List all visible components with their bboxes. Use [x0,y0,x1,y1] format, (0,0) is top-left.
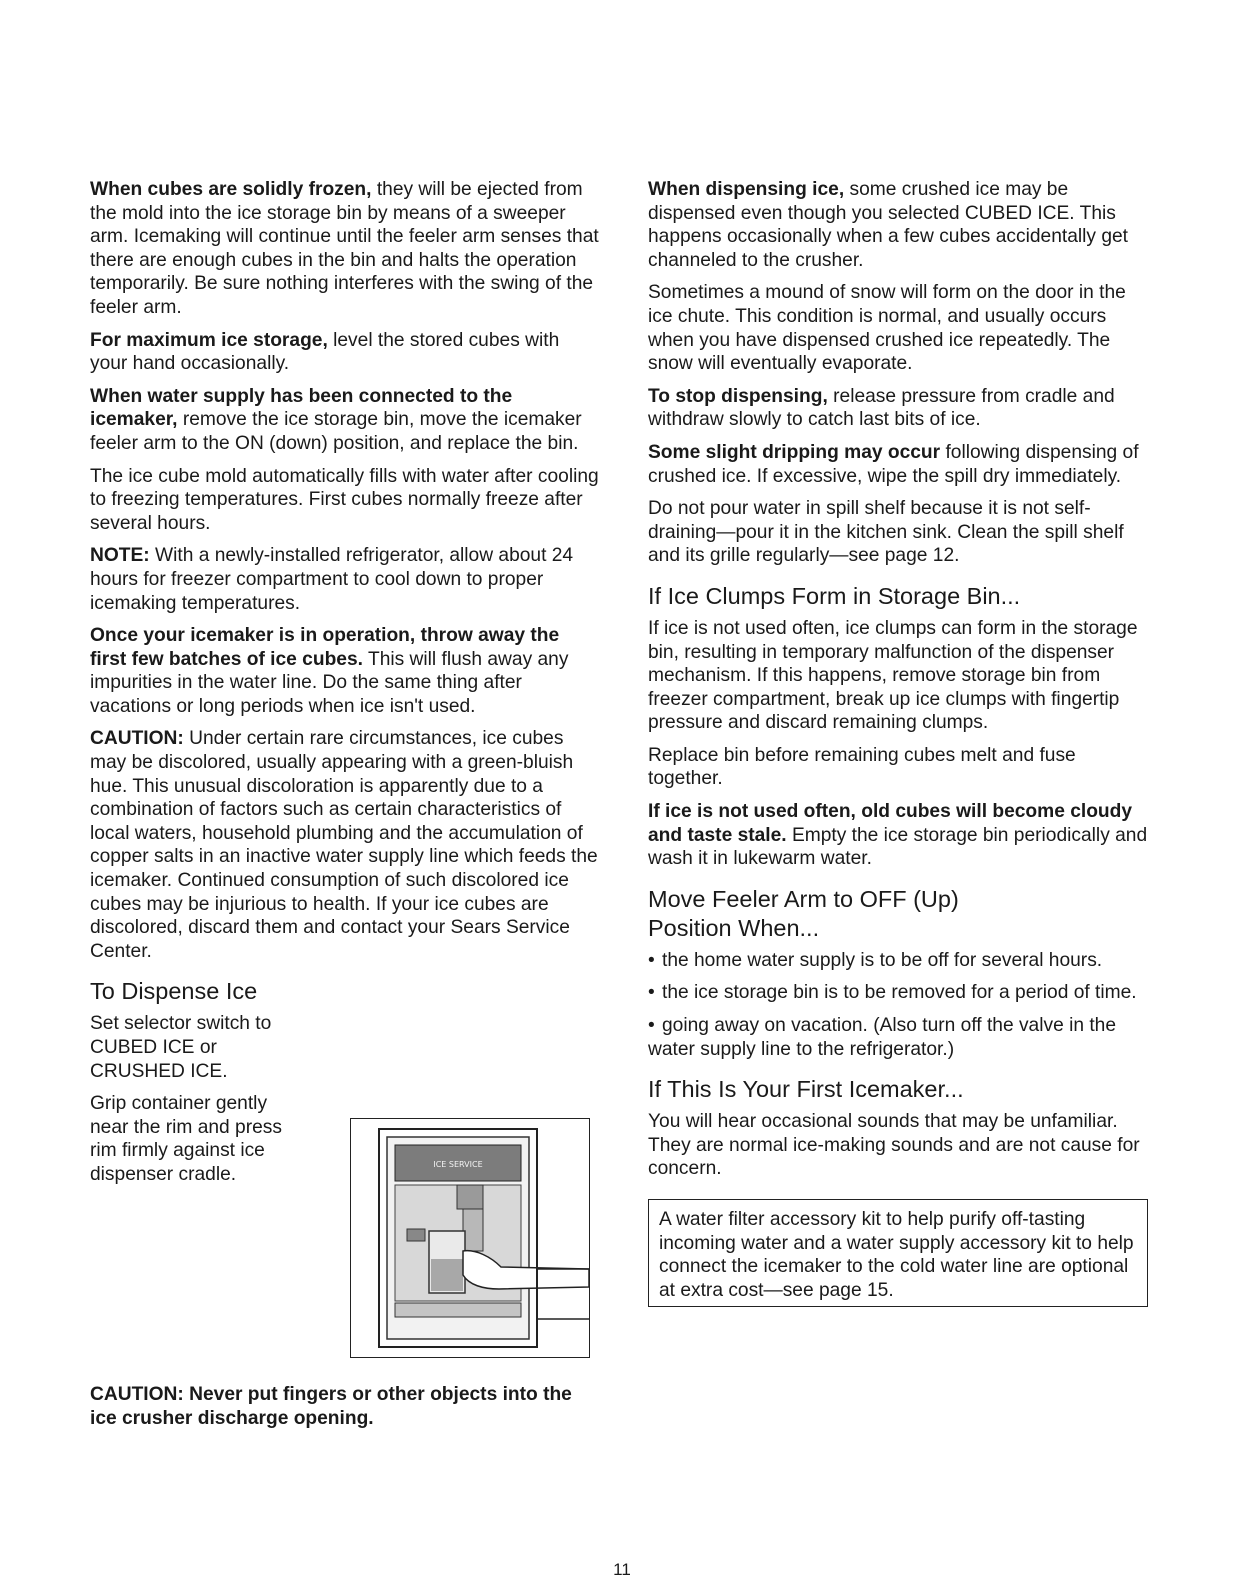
body-text: Under certain rare circumstances, ice cubes may be discolored, usually appearing with a green-bluish hue. This unusual discoloration is apparently due to a combination of factors such as certain characteristics of local waters, household plumbing and the accumulation of copper salts in an inactive water supply line which feeds the icemaker. Continued consumption of such discolored ice cubes may be injurious to health. If your ice cubes are discolored, discard them and contact your Sears Service Center. [90,728,598,962]
paragraph-stop-dispensing [648,385,1148,432]
paragraph-grip: Grip container gently near the rim and press rim firmly against ice dispenser cradle. [90,1093,282,1185]
dispense-instructions [90,1012,300,1186]
accessory-note-box: A water filter accessory kit to help purify off-tasting incoming water and a water supply accessory kit to help connect the icemaker to the cold water line are optional at extra cost—see page 15. [648,1199,1148,1307]
dispenser-illustration [350,1118,590,1358]
lead-text: When water supply has been connected to the icemaker, [90,385,513,431]
paragraph-cloudy-cubes [648,800,1148,871]
lead-text: CAUTION: [90,728,184,750]
list-item-text: the ice storage bin is to be removed for a period of time. [662,982,1137,1004]
paragraph-max-storage [90,329,600,376]
body-text: Empty the ice storage bin periodically and wash it in lukewarm water. [648,824,1148,870]
body-text: level the stored cubes with your hand occasionally. [90,329,560,375]
body-text: release pressure from cradle and withdraw slowly to catch last bits of ice. [648,385,1115,431]
bullet-icon: • [648,982,655,1004]
paragraph-snow: Sometimes a mound of snow will form on the door in the ice chute. This condition is normal, and usually occurs when you have dispensed crushed ice repeatedly. The snow will eventually evaporate. [648,282,1126,375]
paragraph-spill-shelf: Do not pour water in spill shelf because it is not self-draining—pour it in the kitchen sink. Clean the spill shelf and its grille regularly—see page 12. [648,498,1124,567]
lead-text: If ice is not used often, old cubes will become cloudy and taste stale. [648,801,1133,846]
paragraph-mold-fills: The ice cube mold automatically fills with water after cooling to freezing temperatures. First cubes normally freeze after several hours. [90,465,599,534]
lead-text: To stop dispensing, [648,385,828,407]
list-item [648,949,1148,973]
paragraph-note [90,544,600,615]
paragraph-replace-bin: Replace bin before remaining cubes melt and fuse together. [648,744,1076,790]
left-column [90,178,600,1429]
paragraph-dispensing-ice [648,178,1148,272]
spill-grille [395,1303,521,1317]
caution-fingers: CAUTION: Never put fingers or other objects into the ice crusher discharge opening. [90,1384,572,1429]
ice-chute [457,1185,483,1209]
lead-text: For maximum ice storage, [90,329,328,351]
panel-label: ICE SERVICE [433,1160,483,1169]
heading-line-2: Position When... [648,914,820,941]
body-text: This will flush away any impurities in the water line. Do the same thing after vacations or long periods when ice isn't used. [90,648,569,717]
paragraph-sounds: You will hear occasional sounds that may be unfamiliar. They are normal ice-making sounds and are not cause for concern. [648,1111,1140,1180]
list-item-text: the home water supply is to be off for several hours. [662,949,1103,971]
body-text: remove the ice storage bin, move the icemaker feeler arm to the ON (down) position, and replace the bin. [90,409,582,454]
body-text: some crushed ice may be dispensed even though you selected CUBED ICE. This happens occasionally when a few cubes accidentally get channeled to the crusher. [648,179,1128,271]
lead-text: When cubes are solidly frozen, [90,179,372,200]
paragraph-water-connected [90,385,600,456]
bullet-icon: • [648,1015,655,1037]
heading-ice-clumps: If Ice Clumps Form in Storage Bin... [648,582,1021,609]
paragraph-dripping [648,441,1148,488]
page-number: 11 [613,1560,631,1579]
light-switch [407,1229,425,1241]
paragraph-first-batches [90,624,600,718]
lead-text: NOTE: [90,545,150,567]
list-item-text: going away on vacation. (Also turn off the valve in the water supply line to the refrigerator.) [648,1015,1117,1060]
heading-feeler-arm [648,885,1148,943]
dispenser-cradle [463,1209,483,1251]
list-item [648,981,1148,1005]
paragraph-solidly-frozen [90,178,600,320]
bullet-icon: • [648,949,655,971]
ice-in-glass [431,1259,463,1291]
right-column [648,178,1148,1307]
lead-text: Once your icemaker is in operation, throw away the first few batches of ice cubes. [90,625,560,670]
dispenser-drawing [351,1119,589,1357]
lead-text: Some slight dripping may occur [648,441,941,463]
lead-text: When dispensing ice, [648,179,845,200]
body-text: following dispensing of crushed ice. If excessive, wipe the spill dry immediately. [648,441,1139,487]
paragraph-clumps: If ice is not used often, ice clumps can form in the storage bin, resulting in temporary malfunction of the dispenser mechanism. If this happens, remove storage bin from freezer compartment, break up ice clumps with fingertip pressure and discard remaining clumps. [648,617,1138,734]
body-text: they will be ejected from the mold into the ice storage bin by means of a sweeper arm. Icemaking will continue until the feeler arm senses that there are enough cubes in the bin and halts the operation temporarily. Be sure nothing interferes with the swing of the feeler arm. [90,179,599,318]
body-text: With a newly-installed refrigerator, allow about 24 hours for freezer compartment to cool down to proper icemaking temperatures. [90,545,574,614]
list-item [648,1014,1148,1061]
paragraph-selector: Set selector switch to CUBED ICE or CRUSHED ICE. [90,1013,272,1082]
heading-line-1: Move Feeler Arm to OFF (Up) [648,885,959,912]
heading-dispense-ice: To Dispense Ice [90,978,258,1005]
paragraph-caution-discolor [90,727,600,963]
heading-first-icemaker: If This Is Your First Icemaker... [648,1076,964,1103]
